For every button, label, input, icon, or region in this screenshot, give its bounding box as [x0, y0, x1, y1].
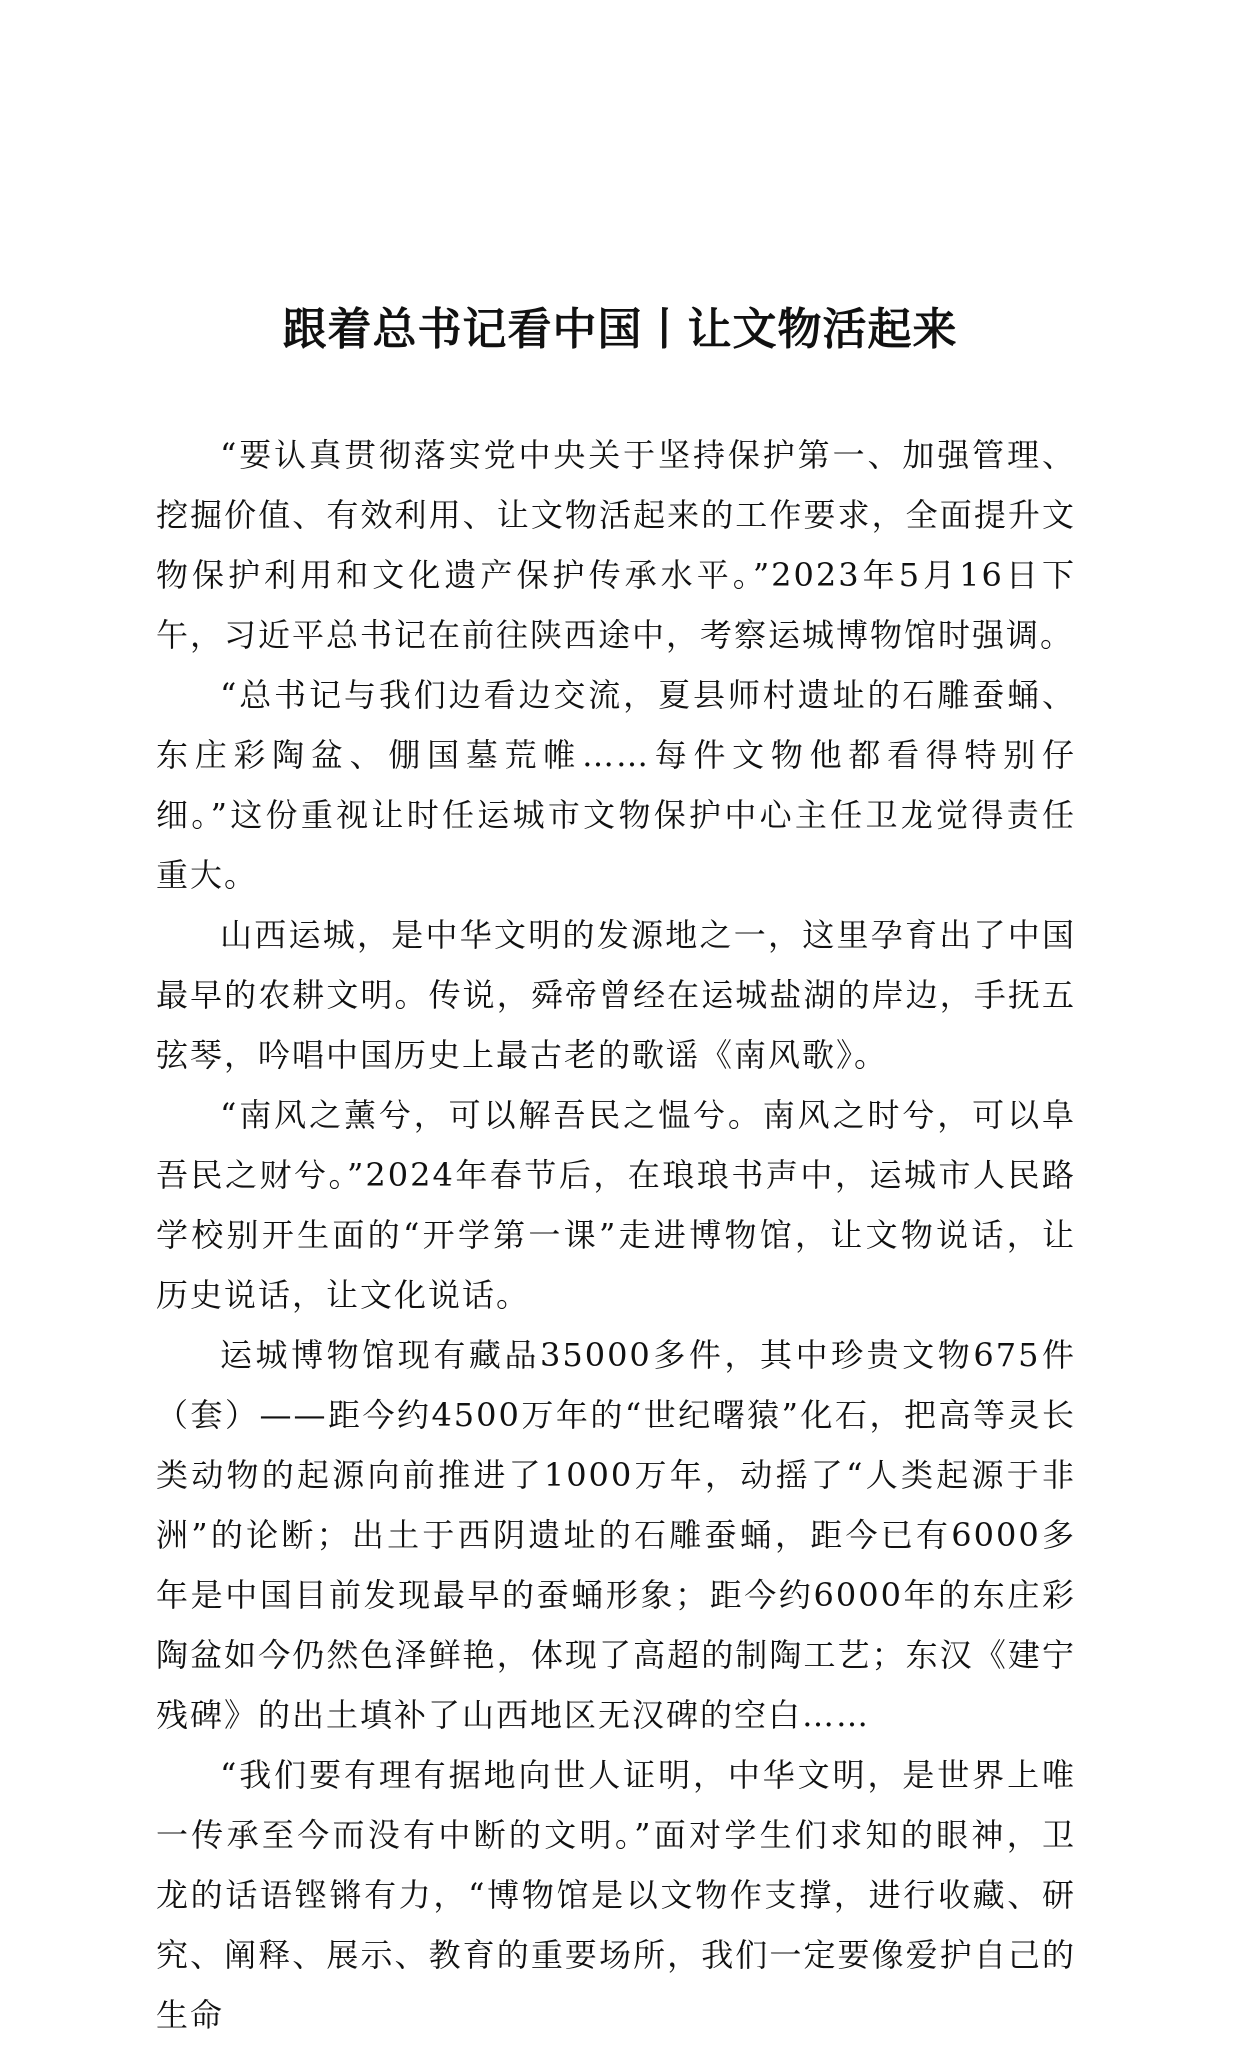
paragraph-1: “要认真贯彻落实党中央关于坚持保护第一、加强管理、挖掘价值、有效利用、让文物活起来的工作要求，全面提升文物保护利用和文化遗产保护传承水平。”2023年5月16日下午，习近平总书记在前往陕西途中，考察运城博物馆时强调。	[156, 436, 1076, 654]
paragraph-2: “总书记与我们边看边交流，夏县师村遗址的石雕蚕蛹、东庄彩陶盆、倗国墓荒帷……每件文物他都看得特别仔细。”这份重视让时任运城市文物保护中心主任卫龙觉得责任重大。	[156, 676, 1076, 894]
paragraph-3: 山西运城，是中华文明的发源地之一，这里孕育出了中国最早的农耕文明。传说，舜帝曾经在运城盐湖的岸边，手抚五弦琴，吟唱中国历史上最古老的歌谣《南风歌》。	[156, 916, 1076, 1074]
paragraph-4: “南风之薰兮，可以解吾民之愠兮。南风之时兮，可以阜吾民之财兮。”2024年春节后，在琅琅书声中，运城市人民路学校别开生面的“开学第一课”走进博物馆，让文物说话，让历史说话，让文化说话。	[156, 1096, 1076, 1314]
page-title: 跟着总书记看中国丨让文物活起来	[282, 304, 958, 355]
paragraph-6: “我们要有理有据地向世人证明，中华文明，是世界上唯一传承至今而没有中断的文明。”面对学生们求知的眼神，卫龙的话语铿锵有力，“博物馆是以文物作支撑，进行收藏、研究、阐释、展示、教育的重要场所，我们一定要像爱护自己的生命	[156, 1756, 1076, 2034]
article-body	[156, 425, 1076, 2045]
paragraph-5: 运城博物馆现有藏品35000多件，其中珍贵文物675件（套）——距今约4500万年的“世纪曙猿”化石，把高等灵长类动物的起源向前推进了1000万年，动摇了“人类起源于非洲”的论断；出土于西阴遗址的石雕蚕蛹，距今已有6000多年是中国目前发现最早的蚕蛹形象；距今约6000年的东庄彩陶盆如今仍然色泽鲜艳，体现了高超的制陶工艺；东汉《建宁残碑》的出土填补了山西地区无汉碑的空白……	[156, 1336, 1076, 1734]
